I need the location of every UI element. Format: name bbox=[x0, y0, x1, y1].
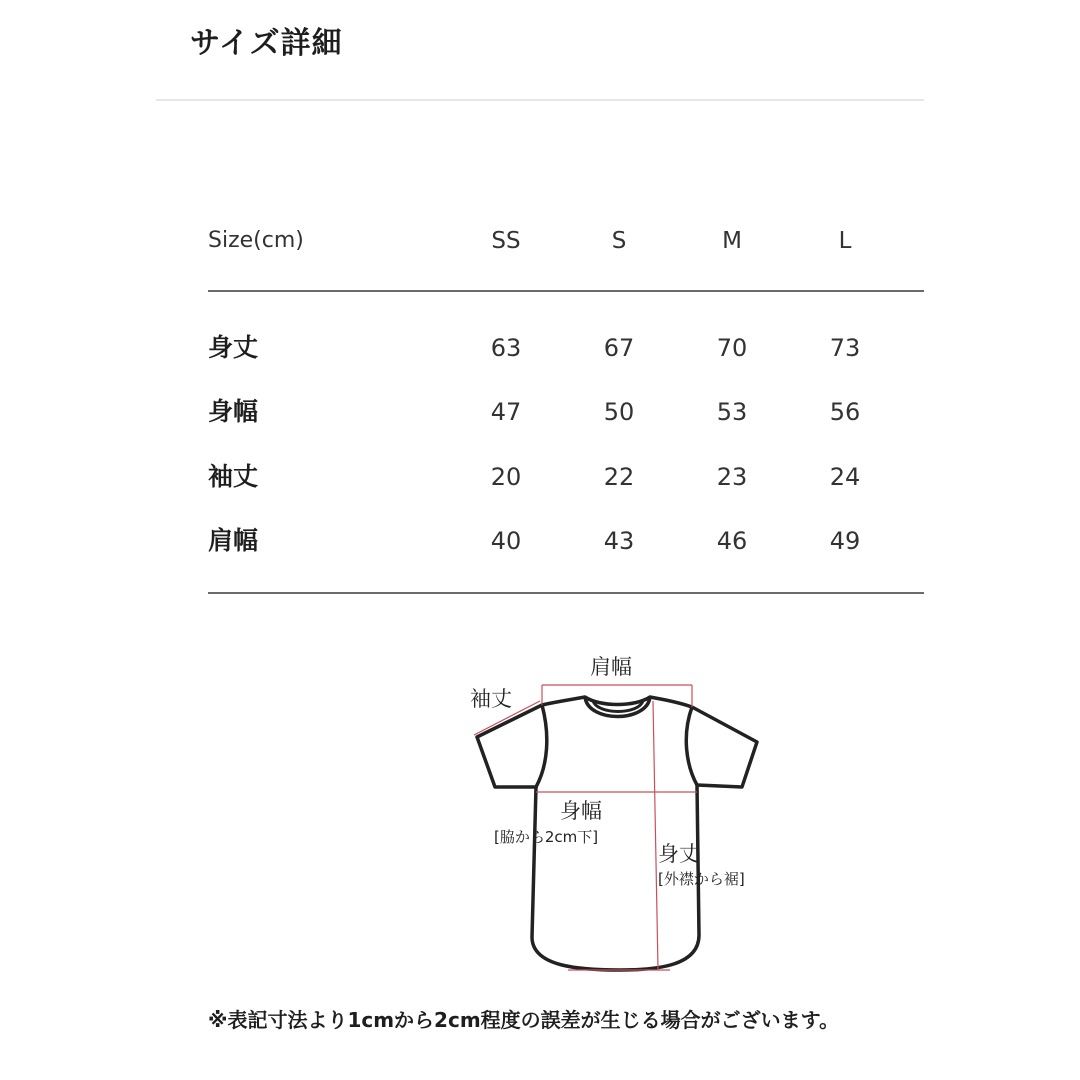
table-cell: 67 bbox=[603, 334, 635, 362]
table-top-rule bbox=[208, 290, 924, 292]
header-size-label: Size(cm) bbox=[208, 228, 304, 253]
width-label: 身幅 bbox=[560, 799, 602, 823]
table-cell: 22 bbox=[603, 463, 635, 491]
row-label: 袖丈 bbox=[208, 462, 259, 491]
width-note: [脇から2cm下] bbox=[494, 828, 599, 846]
sleeve-label: 袖丈 bbox=[470, 687, 512, 711]
table-cell: 46 bbox=[716, 527, 748, 555]
table-cell: 49 bbox=[829, 527, 861, 555]
page-title: サイズ詳細 bbox=[190, 26, 343, 61]
length-guide bbox=[653, 701, 658, 969]
table-cell: 56 bbox=[829, 398, 861, 426]
table-cell: 73 bbox=[829, 334, 861, 362]
table-bottom-rule bbox=[208, 592, 924, 594]
table-cell: 63 bbox=[490, 334, 522, 362]
tshirt-measurement-diagram bbox=[460, 645, 780, 985]
table-row bbox=[208, 323, 924, 373]
table-cell: 23 bbox=[716, 463, 748, 491]
row-label: 身丈 bbox=[208, 333, 259, 362]
shoulder-label: 肩幅 bbox=[590, 655, 632, 679]
header-size-l: L bbox=[838, 228, 852, 254]
length-label: 身丈 bbox=[658, 842, 700, 866]
table-row bbox=[208, 452, 924, 502]
table-row bbox=[208, 516, 924, 566]
table-cell: 40 bbox=[490, 527, 522, 555]
title-divider bbox=[156, 99, 924, 101]
disclaimer-note: ※表記寸法より1cmから2cm程度の誤差が生じる場合がございます。 bbox=[208, 1008, 840, 1032]
left-armhole bbox=[536, 705, 547, 787]
table-cell: 20 bbox=[490, 463, 522, 491]
table-cell: 47 bbox=[490, 398, 522, 426]
table-header-row bbox=[208, 216, 924, 266]
table-row bbox=[208, 387, 924, 437]
table-cell: 43 bbox=[603, 527, 635, 555]
table-cell: 50 bbox=[603, 398, 635, 426]
table-cell: 70 bbox=[716, 334, 748, 362]
right-armhole bbox=[686, 707, 697, 785]
header-size-ss: SS bbox=[491, 228, 521, 254]
row-label: 身幅 bbox=[208, 397, 259, 426]
header-size-s: S bbox=[611, 228, 627, 254]
header-size-m: M bbox=[722, 228, 742, 254]
row-label: 肩幅 bbox=[208, 526, 259, 555]
table-cell: 53 bbox=[716, 398, 748, 426]
table-cell: 24 bbox=[829, 463, 861, 491]
length-note: [外襟から裾] bbox=[658, 870, 745, 888]
